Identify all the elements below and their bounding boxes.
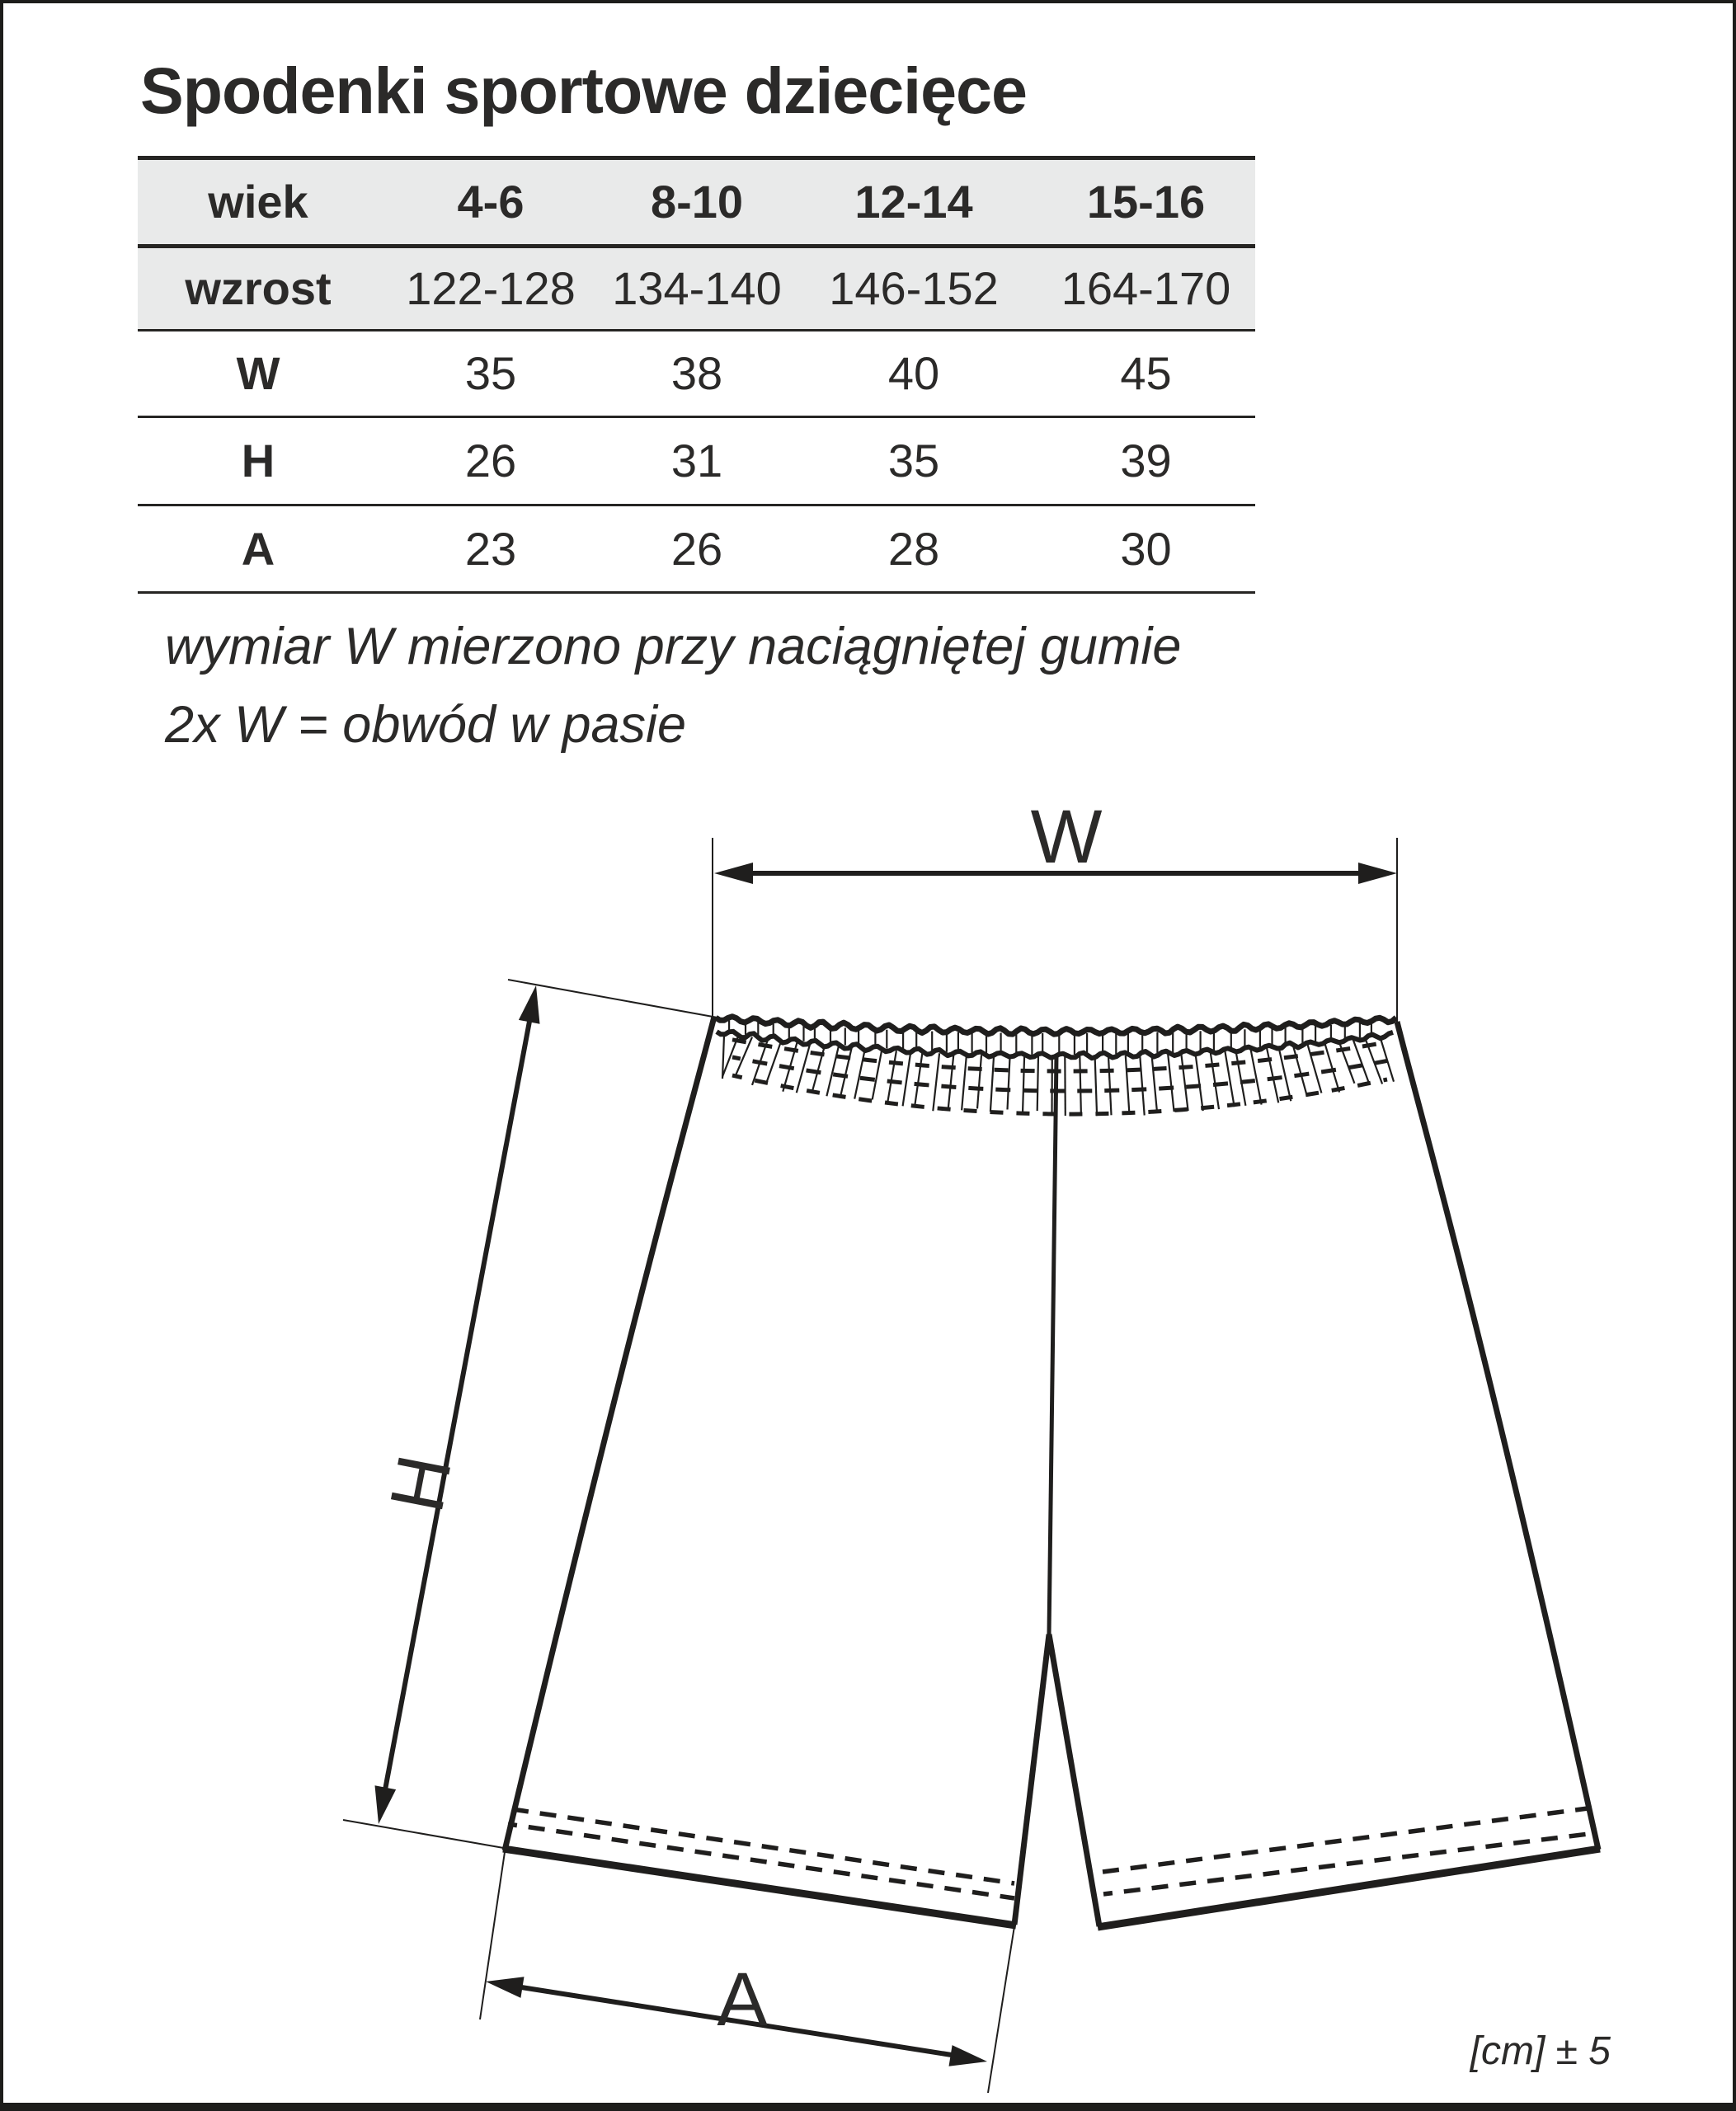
h-extension-top (508, 980, 717, 1018)
note-line-1: wymiar W mierzono przy naciągniętej gumie (165, 618, 1182, 675)
row-label-wzrost: wzrost (185, 262, 332, 314)
left-hem-stitch-outer (512, 1809, 1014, 1883)
wzrost-value-1: 122-128 (406, 262, 576, 314)
w-arrowhead-left (714, 863, 753, 884)
w-value-4: 45 (1120, 347, 1172, 399)
age-value-1: 4-6 (457, 176, 525, 228)
age-value-2: 8-10 (650, 176, 744, 228)
row-label-a: A (241, 522, 275, 575)
h-arrowhead-bottom (375, 1785, 397, 1824)
a-value-3: 28 (887, 522, 940, 575)
h-value-2: 31 (670, 435, 723, 487)
a-extension-left (480, 1852, 505, 2019)
dimension-labels (374, 795, 1102, 2042)
age-value-3: 12-14 (854, 176, 973, 228)
h-extension-bottom (343, 1820, 513, 1850)
a-value-1: 23 (464, 522, 517, 575)
left-inner-seam (1014, 1634, 1049, 1925)
dim-label-w: W (1030, 795, 1103, 879)
h-dimension-line (383, 1013, 531, 1798)
h-value-4: 39 (1120, 435, 1172, 487)
h-value-1: 26 (464, 435, 517, 487)
a-value-4: 30 (1120, 522, 1172, 575)
page-title: Spodenki sportowe dziecięce (140, 54, 1027, 127)
h-value-3: 35 (887, 435, 940, 487)
center-seam (1049, 1056, 1056, 1634)
units-tolerance-note: [cm] ± 5 (1470, 2029, 1611, 2073)
wzrost-value-3: 146-152 (829, 262, 999, 314)
right-side-seam (1397, 1022, 1598, 1850)
a-arrowhead-right (949, 2045, 988, 2066)
shorts-outline (503, 1017, 1600, 1927)
age-value-4: 15-16 (1086, 176, 1206, 228)
right-inner-seam (1049, 1634, 1099, 1926)
dim-label-h: H (374, 1448, 468, 1519)
shorts-technical-drawing (3, 3, 1733, 2106)
row-label-h: H (241, 435, 275, 487)
a-extension-right (988, 1926, 1014, 2093)
note-line-2: 2x W = obwód w pasie (165, 695, 687, 754)
row-label-wiek: wiek (208, 176, 308, 228)
w-value-2: 38 (670, 347, 723, 399)
a-value-2: 26 (670, 522, 723, 575)
wzrost-value-4: 164-170 (1061, 262, 1231, 314)
w-value-1: 35 (464, 347, 517, 399)
left-side-seam (505, 1017, 714, 1850)
w-value-3: 40 (887, 347, 940, 399)
wzrost-value-2: 134-140 (612, 262, 782, 314)
row-label-w: W (236, 347, 280, 399)
a-arrowhead-left (486, 1977, 525, 1998)
dim-label-a: A (717, 1958, 768, 2042)
h-arrowhead-top (519, 985, 540, 1024)
w-arrowhead-right (1358, 863, 1397, 884)
